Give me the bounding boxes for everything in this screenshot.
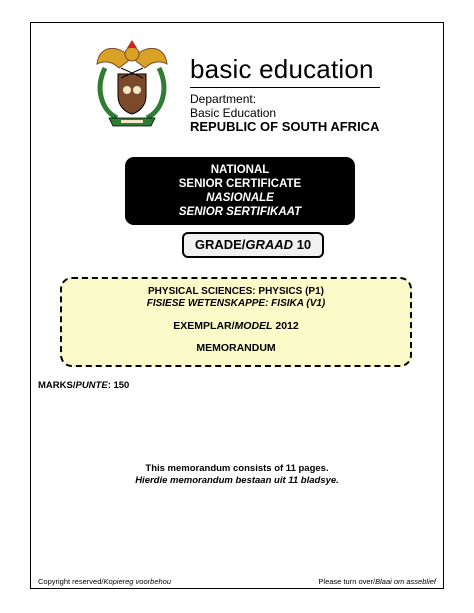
marks-line [38,380,129,391]
subject-english: PHYSICAL SCIENCES: PHYSICS (P1) [148,286,324,297]
grade-label-afrikaans: GRAAD [245,237,294,252]
page-count-note [0,463,474,487]
page-count-english: This memorandum consists of 11 pages. [145,463,329,474]
department-branding [190,55,380,134]
brand-title: basic education [190,54,374,84]
grade-value: 10 [293,237,312,252]
subject-box [60,277,412,367]
brand-department-label: Department: [190,92,257,106]
model-label: MODEL [234,320,273,332]
footer-copyright-english: Copyright reserved/ [38,577,104,586]
brand-divider [190,87,380,88]
south-africa-coat-of-arms-icon [91,38,173,132]
certificate-line-2: SENIOR CERTIFICATE [178,178,302,190]
marks-label: MARKS/ [38,380,76,391]
footer-turn-over-afrikaans: Blaai om asseblief [375,577,436,586]
brand-department-name: Basic Education [190,106,277,120]
grade-box [182,232,324,258]
marks-label-afrikaans: PUNTE [75,380,108,391]
page-count-afrikaans: Hierdie memorandum bestaan uit 11 bladsye. [135,475,339,486]
certificate-line-3: NASIONALE [206,192,274,204]
footer-turn-over-english: Please turn over/ [318,577,376,586]
footer-copyright-afrikaans: Kopiereg voorbehou [103,577,172,586]
footer-copyright [38,577,171,586]
exemplar-line [62,320,410,332]
exam-year: 2012 [272,320,299,332]
certificate-line-1: NATIONAL [210,164,270,176]
exemplar-label: EXEMPLAR/ [173,320,235,332]
certificate-banner [126,158,354,224]
brand-country: REPUBLIC OF SOUTH AFRICA [190,119,380,134]
certificate-line-4: SENIOR SERTIFIKAAT [178,206,302,218]
grade-label: GRADE/ [194,237,246,252]
marks-value: : 150 [107,380,130,391]
footer-turn-over [318,577,436,586]
coat-of-arms-logo [91,38,173,132]
memorandum-label: MEMORANDUM [196,342,276,354]
subject-afrikaans: FISIESE WETENSKAPPE: FISIKA (V1) [146,298,326,309]
